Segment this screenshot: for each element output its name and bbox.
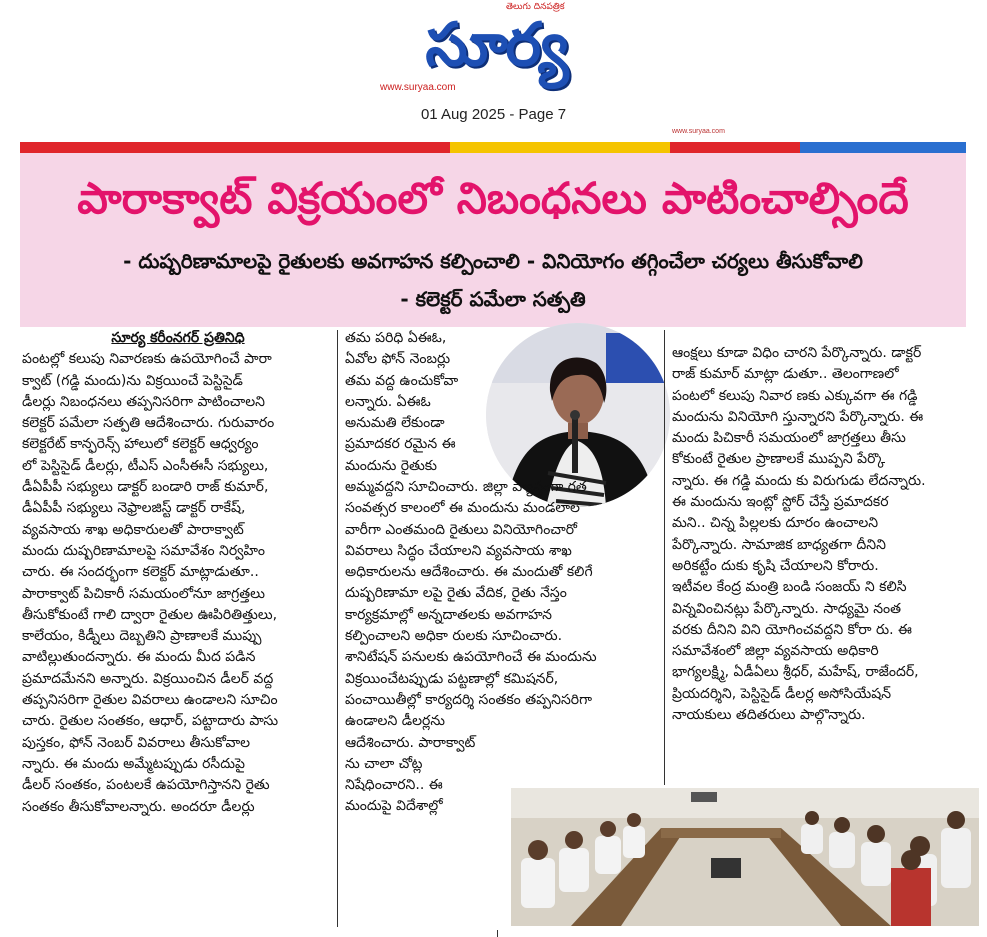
column-1-body [22, 349, 334, 818]
article-line: కోకుంటే రైతుల ప్రాణాలకే ముప్పని పేర్కొ [672, 451, 886, 468]
logo-url: www.suryaa.com [380, 82, 456, 93]
strip-yellow-segment [450, 142, 670, 153]
article-line: అమ్మవద్దని సూచించారు. జిల్లా వ్యాప్తంగా గత [345, 479, 587, 495]
article-column-2-bottom [345, 477, 655, 818]
article-line: విక్రయించేటప్పుడు పట్టణాల్లో కమిషనర్, [345, 670, 559, 687]
article-column-3 [672, 343, 964, 726]
article-line: ప్రమాదమేనని అన్నారు. విక్రయించిన డీలర్ వద్ద [22, 670, 274, 687]
article-line: అరికట్టేం దుకు కృషి చేయాలని కోరారు. [672, 557, 879, 574]
strip-blue-segment [800, 142, 966, 153]
article-line: పంటలో కలుపు నివార ణకు ఎక్కువగా ఈ గడ్డి [672, 387, 918, 404]
headline-box [20, 153, 966, 327]
column-divider [337, 330, 338, 927]
article-line: మందు దుష్పరిణామాలపై సమావేశం నిర్వహిం [22, 542, 265, 559]
byline: సూర్య కరీంనగర్ ప్రతినిధి [111, 330, 245, 346]
article-line: ఆంక్షలు కూడా విధిం చారని పేర్కొన్నారు. డాక్టర్ [672, 345, 922, 361]
article-line: ఏవోల ఫోన్ నెంబర్లు [345, 351, 451, 368]
article-line: ఉండాలని డీలర్లను [345, 713, 446, 730]
column-2-top-body [345, 328, 495, 477]
article-line: పుస్తకం, ఫోన్ నెంబర్ వివరాలు తీసుకోవాల [22, 734, 251, 751]
article-line: పంటల్లో కలుపు నివారణకు ఉపయోగించే పారా [22, 351, 272, 368]
article-line: తమ పరిధి ఏఈఓ, [345, 330, 447, 346]
article-line: కలెక్టరేట్ కాన్ఫరెన్స్ హాలులో కలెక్టర్ ఆధ్వర్యం [22, 436, 259, 453]
column-2-bottom-body [345, 477, 655, 818]
article-line: పంచాయితీల్లో కార్యదర్శి సంతకం తప్పనిసరిగా [345, 691, 592, 708]
article-line: సమావేశంలో జిల్లా వ్యవసాయ అధికారి [672, 643, 879, 660]
article-line: చారు. ఈ సందర్భంగా కలెక్టర్ మాట్లాడుతూ.. [22, 564, 259, 581]
article-line: మందుపై విదేశాల్లో [345, 798, 443, 815]
column-3-body [672, 343, 964, 726]
article-line: కార్యక్రమాల్లో అన్నదాతలకు అవగాహన [345, 606, 552, 623]
article-column-1 [22, 328, 334, 818]
article-column-2-top [345, 328, 495, 477]
article-line: మని.. చిన్న పిల్లలకు దూరం ఉంచాలని [672, 515, 879, 532]
column-divider-2 [664, 330, 665, 785]
article-line: తమ వద్ద ఉంచుకోవా [345, 372, 459, 389]
article-line: న్నారు. ఈ మందు అమ్మేటప్పుడు రసీదుపై [22, 755, 245, 772]
article-line: ఆదేశించారు. పారాక్వాట్ [345, 734, 476, 751]
article-line: కలెక్టర్ పమేలా సత్పతి ఆదేశించారు. గురువారం [22, 415, 275, 432]
article-line: ప్రమాదకర రమైన ఈ [345, 436, 456, 453]
article-line: డీలర్ సంతకం, పంటలకే ఉపయోగిస్తానని రైతు [22, 777, 270, 794]
article-line: లో పెస్టిసైడ్ డీలర్లు, టీఎస్ ఎంసీఈసీ సభ్యులు, [22, 457, 269, 474]
article-line: అధికారులను ఆదేశించారు. ఈ మందుతో కలిగే [345, 564, 593, 581]
article-line: అనుమతి లేకుండా [345, 415, 445, 432]
bottom-divider [497, 930, 498, 937]
strip-red-segment [20, 142, 450, 153]
meeting-photo [511, 788, 979, 926]
article-line: తప్పనిసరిగా రైతుల వివరాలు ఉండాలని సూచిం [22, 692, 278, 709]
article-subhead-1: - దుష్పరిణామాలపై రైతులకు అవగాహన కల్పించాలి - వినియోగం తగ్గించేలా చర్యలు తీసుకోవాలి [123, 249, 863, 273]
article-line: పేర్కొన్నారు. సామాజిక బాధ్యతగా దీనిని [672, 536, 886, 553]
article-line: వివరాలు సిద్ధం చేయాలని వ్యవసాయ శాఖ [345, 542, 572, 559]
article-line: ప్రియదర్శిని, పెస్టిసైడ్ డీలర్ల అసోసియేషన్ [672, 685, 892, 702]
strip-red-segment-2 [670, 142, 800, 153]
article-subhead-2: - కలెక్టర్ పమేలా సత్పతి [400, 287, 586, 311]
article-line: డీఏపీపీ సభ్యులు నెఫ్రాలజిస్ట్ డాక్టర్ రాకేష్, [22, 500, 246, 517]
article-line: డీఏపీపీ సభ్యులు డాక్టర్ బండారి రాజ్ కుమార్, [22, 479, 269, 496]
article-line: ను చాలా చోట్ల [345, 755, 423, 772]
article-line: లన్నారు. ఏఈఓ [345, 393, 431, 410]
article-line: ఇటీవల కేంద్ర మంత్రి బండి సంజయ్ ని కలిసి [672, 579, 907, 596]
article-line: శానిటేషన్ పనులకు ఉపయోగించే ఈ మందును [345, 649, 597, 666]
article-line: ఈ మందును ఇంట్లో స్టోర్ చేస్తే ప్రమాదకర [672, 494, 889, 511]
article-line: కల్పించాలని అధికా రులకు సూచించారు. [345, 628, 563, 645]
article-line: నాయకులు తదితరులు పాల్గొన్నారు. [672, 707, 866, 724]
article-line: వ్యవసాయ శాఖ అధికారులతో పారాక్వాట్ [22, 521, 244, 538]
article-line: సంతకం తీసుకోవాలన్నారు. అందరూ డీలర్లు [22, 798, 255, 815]
meeting-illustration [511, 788, 979, 926]
article-line: విన్నవించినట్లు పేర్కొన్నారు. సాధ్యమై నంత [672, 600, 902, 617]
article-line: న్నారు. ఈ గడ్డి మందు కు విరుగుడు లేదన్నారు. [672, 472, 926, 489]
article-line: చారు. రైతుల సంతకం, ఆధార్, పట్టాదారు పాసు [22, 713, 279, 730]
article-line: మందును రైతుకు [345, 457, 437, 474]
article-line: క్వాట్ (గడ్డి మందు)ను విక్రయించే పెస్టిసైడ్ [22, 372, 243, 389]
article-headline: పారాక్వాట్ విక్రయంలో నిబంధనలు పాటించాల్సిందే [77, 174, 909, 224]
page-date-info: 01 Aug 2025 - Page 7 [420, 106, 567, 123]
article-line: వరకు దీనిని విని యోగించవద్దని కోరా రు. ఈ [672, 621, 912, 638]
article-line: తీసుకోకుంటే గాలి ద్వారా రైతుల ఊపిరితిత్తులు, [22, 606, 278, 623]
article-line: డీలర్లు నిబంధనలు తప్పనిసరిగా పాటించాలని [22, 393, 265, 410]
color-strip [20, 142, 966, 153]
article-line: మందు పిచికారీ సమయంలో జాగ్రత్తలు తీసు [672, 430, 906, 447]
article-line: కాలేయం, కిడ్నీలు దెబ్బతిని ప్రాణాలకే ముప్పు [22, 628, 262, 645]
article-line: భాగ్యలక్ష్మి, ఏడీఏలు శ్రీధర్, మహేష్, రాజేందర్, [672, 664, 919, 681]
article-line: పారాక్వాట్ పిచికారీ సమయంలోనూ జాగ్రత్తలు [22, 585, 265, 602]
article-line: వారీగా ఎంతమంది రైతులు వినియోగించారో [345, 521, 577, 538]
article-line: రాజ్ కుమార్ మాట్లా డుతూ.. తెలంగాణలో [672, 366, 899, 383]
strip-watermark: www.suryaa.com [672, 128, 725, 135]
logo-tagline: తెలుగు దినపత్రిక [506, 2, 565, 12]
article-line: దుష్పరిణామా లపై రైతు వేదిక, రైతు నేస్తం [345, 585, 567, 602]
masthead [360, 0, 630, 105]
newspaper-logo: సూర్య [425, 10, 567, 80]
article-line: నిషేధించారని.. ఈ [345, 777, 443, 794]
article-line: సంవత్సర కాలంలో ఈ మందును మండలాల [345, 500, 580, 517]
article-line: వాటిల్లుతుందన్నారు. ఈ మందు మీద పడిన [22, 649, 256, 666]
article-line: మందును వినియోగి స్తున్నారని పేర్కొన్నారు. ఈ [672, 408, 924, 425]
